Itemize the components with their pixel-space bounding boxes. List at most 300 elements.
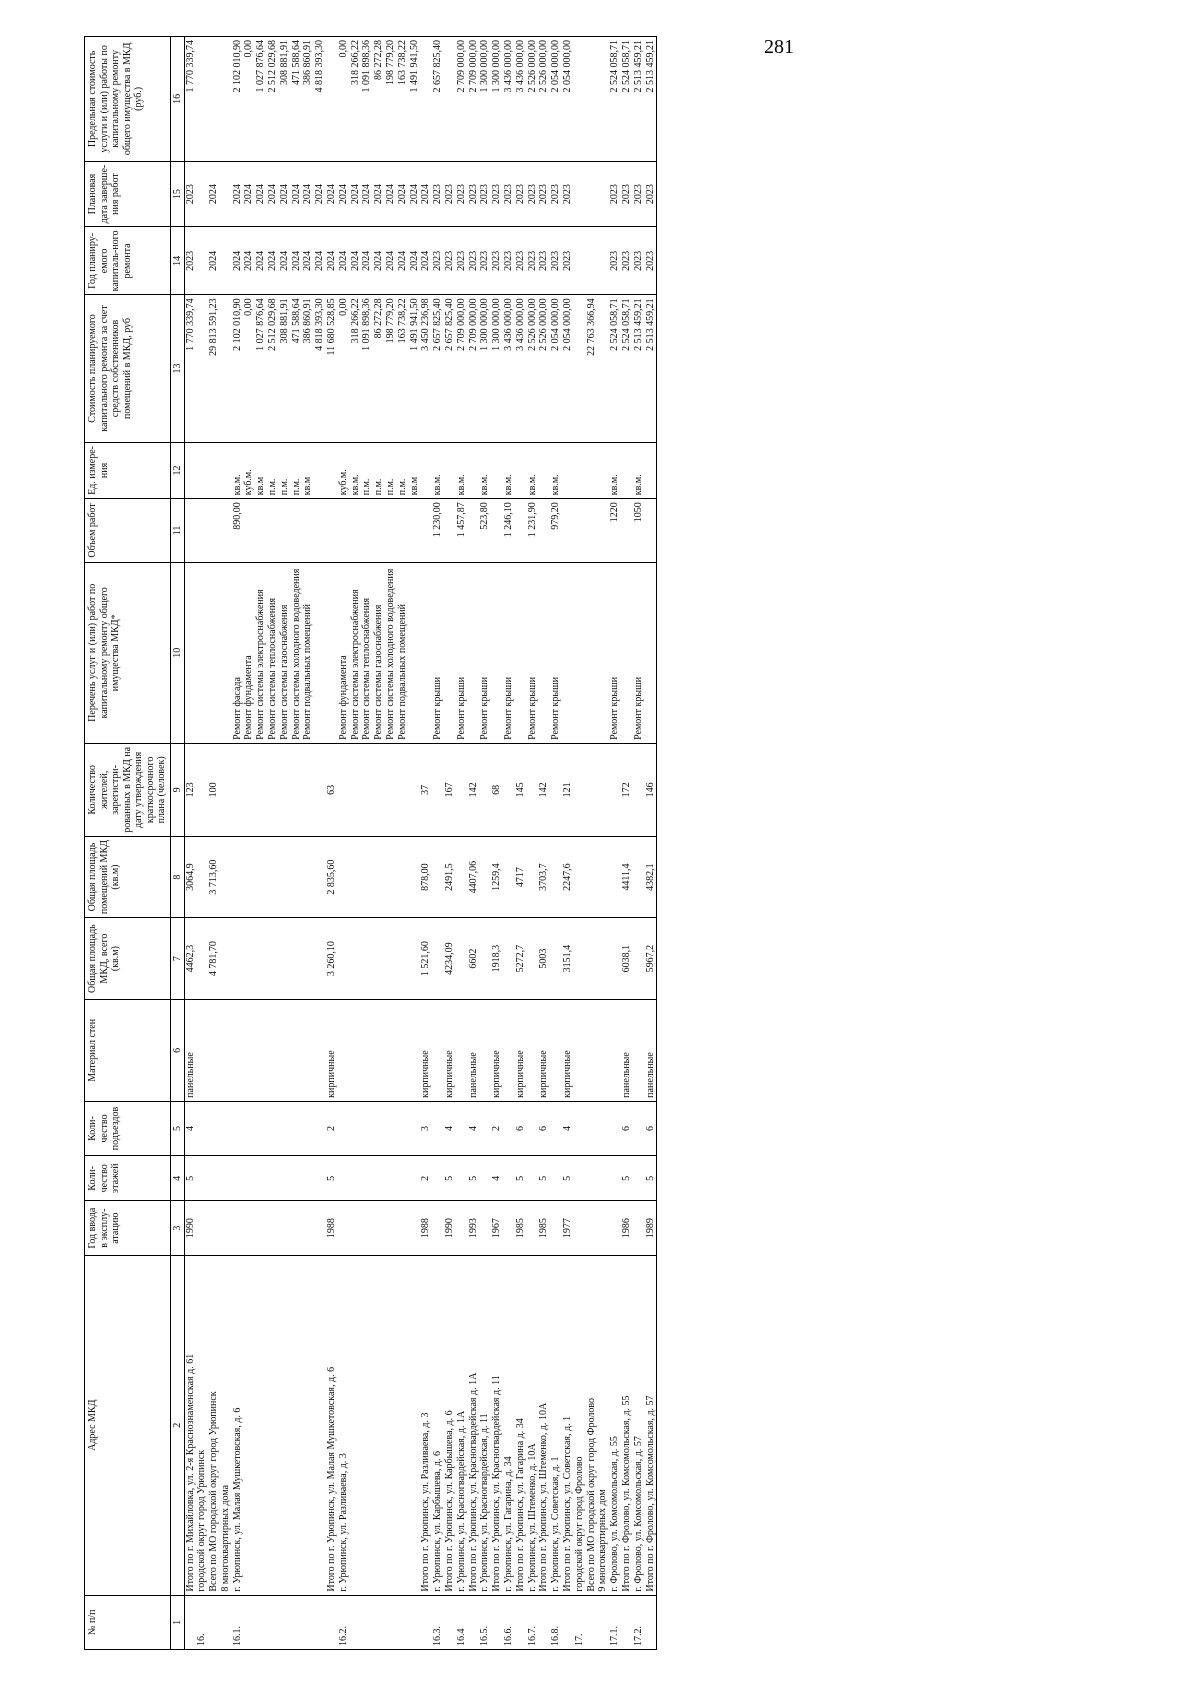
cell-line: 86 272,28 [373,298,385,339]
cell-line: 2024 [231,250,243,271]
table-cell: 5 [468,1156,480,1201]
table-cell [338,1201,421,1255]
table-cell: 4 781,70 [208,918,220,1000]
table-cell [586,836,598,918]
table-cell [479,1101,491,1155]
cell-line: 2024 [302,184,314,205]
cell-line: 318 266,22 [349,40,361,85]
table-cell [574,1156,586,1201]
table-cell: 4407,06 [468,836,480,918]
table-cell: 2023 [184,227,196,295]
column-number: 16 [170,37,184,162]
table-cell [208,1201,220,1255]
cell-line: п.м. [267,478,279,496]
table-cell [208,1101,220,1155]
table-cell [479,743,491,836]
table-cell [491,442,503,499]
table-cell: 2023 [633,161,645,227]
table-cell [220,161,232,227]
table-cell [586,918,598,1000]
header-cell: Материал стен [85,999,171,1101]
table-cell: 6 [621,1101,633,1155]
table-cell [326,562,338,743]
table-cell [220,999,232,1101]
cell-line: 198 779,20 [385,40,397,85]
table-cell: г. Урюпинск, ул. Карбышева, д. 6 [432,1255,444,1595]
column-number: 5 [170,1101,184,1155]
table-cell [208,562,220,743]
table-cell: Ремонт крыши [633,562,645,743]
table-cell [479,918,491,1000]
table-cell [208,37,220,162]
header-cell: Перечень услуг и (или) работ по капитальному ремонту общего имущества МКД* [85,562,171,743]
table-cell: 17.1. [609,1595,621,1649]
table-cell: 2023 [633,227,645,295]
table-cell [515,1595,527,1649]
cell-line: Ремонт системы теплоснабжения [267,597,279,740]
table-cell [597,1156,609,1201]
table-cell: 29 813 591,23 [208,295,220,442]
table-cell [633,743,645,836]
table-cell [232,562,326,743]
table-cell [621,562,633,743]
cell-line: 386 860,91 [302,40,314,85]
header-cell: Общая площадь МКД, всего (кв.м) [85,918,171,1000]
table-cell: Итого по г. Урюпинск, ул. Гагарина д. 34 [515,1255,527,1595]
table-cell [456,1101,468,1155]
table-cell: 68 [491,743,503,836]
table-cell: Итого по г. Урюпинск, ул. Штеменко, д. 10А [538,1255,550,1595]
cell-line: п.м. [373,478,385,496]
cell-line: 2024 [278,184,290,205]
table-cell: панельные [468,999,480,1101]
cell-line: Ремонт подвальных помещений [396,603,408,740]
table-row [456,37,468,1650]
table-cell [338,743,421,836]
table-cell: 2023 [515,161,527,227]
table-cell [515,499,527,562]
table-cell [468,442,480,499]
table-cell: 2023 [468,161,480,227]
table-cell [220,743,232,836]
table-cell: 2023 [621,227,633,295]
table-cell [208,999,220,1101]
cell-line: 1 027 876,64 [255,298,267,351]
table-cell: кирпичные [326,999,338,1101]
table-cell [597,918,609,1000]
table-cell [220,1595,232,1649]
table-cell: 16.4 [456,1595,468,1649]
table-cell [574,836,586,918]
table-cell: 3 260,10 [326,918,338,1000]
cell-line: 163 738,22 [396,298,408,344]
table-cell [586,499,598,562]
table-cell [432,1101,444,1155]
table-cell [491,499,503,562]
table-cell: Итого по г. Урюпинск, ул. Советская, д. 1 [562,1255,574,1595]
column-number: 4 [170,1156,184,1201]
cell-line: п.м. [278,478,290,496]
table-cell: 1 246,10 [503,499,515,562]
table-cell [550,1201,562,1255]
table-row [184,37,196,1650]
table-cell [184,1595,196,1649]
table-cell [586,442,598,499]
table-cell: 9 многоквартирных дом [597,1255,609,1595]
table-row [208,37,220,1650]
cell-line: 1 091 898,36 [361,298,373,351]
table-cell [479,1201,491,1255]
table-cell: 2023 [444,227,456,295]
table-cell: Всего по МО городской округ город Фролово [586,1255,598,1595]
cell-line: Ремонт системы теплоснабжения [361,597,373,740]
table-cell [184,442,196,499]
table-cell [432,743,444,836]
table-cell [527,999,539,1101]
cell-line: 318 266,22 [349,298,361,344]
table-cell: 2 709 000,00 [456,295,468,442]
cell-line: 2024 [385,184,397,205]
cell-line: 471 588,64 [290,298,302,344]
table-cell: 2023 [621,161,633,227]
table-cell: г. Фролово, ул. Комсомольская, д. 55 [609,1255,621,1595]
table-cell: городской округ город Фролово [574,1255,586,1595]
table-cell [232,836,326,918]
table-cell [220,499,232,562]
table-cell [220,562,232,743]
table-cell: 2023 [456,161,468,227]
table-cell [444,1595,456,1649]
table-cell: 1985 [515,1201,527,1255]
table-cell: 1259,4 [491,836,503,918]
cell-line: 2024 [361,184,373,205]
table-cell [550,1101,562,1155]
table-cell: 2247,6 [562,836,574,918]
table-cell [527,743,539,836]
table-cell [420,562,432,743]
cell-line: кв.м. [349,474,361,496]
table-cell: 2 526 000,00 [538,37,550,162]
table-cell [432,1156,444,1201]
table-cell: 3703,7 [538,836,550,918]
table-row [468,37,480,1650]
cell-line: Ремонт системы газоснабжения [278,604,290,740]
table-cell [550,1156,562,1201]
header-cell: Коли-чество подъездов [85,1101,171,1155]
table-cell [562,442,574,499]
table-cell: 16.8. [550,1595,562,1649]
table-cell: 11 680 528,85 [326,295,338,442]
cell-line: кв.м [255,476,267,496]
table-cell [444,37,456,162]
table-cell [633,918,645,1000]
table-cell [491,562,503,743]
table-cell: 5 [515,1156,527,1201]
cell-line: 308 881,91 [278,298,290,344]
table-cell: 16.3. [432,1595,444,1649]
cell-line: Ремонт системы холодного водоведения [290,568,302,740]
table-cell: 17.2. [633,1595,645,1649]
table-cell: г. Урюпинск, ул. Красногвардейская, д. 1А [456,1255,468,1595]
table-cell: 1990 [444,1201,456,1255]
table-cell: 4234,09 [444,918,456,1000]
table-cell: 2023 [479,161,491,227]
table-cell: 4411,4 [621,836,633,918]
table-cell [503,1156,515,1201]
table-cell: 2023 [609,161,621,227]
cell-line: 0,00 [243,40,255,58]
table-cell [232,295,326,442]
table-cell: 4 [468,1101,480,1155]
table-cell: 3 436 000,00 [503,295,515,442]
table-cell [574,562,586,743]
table-cell [338,999,421,1101]
cell-line: 4 818 393,30 [314,298,326,351]
table-cell: кв.м. [456,442,468,499]
cell-line: 163 738,22 [396,40,408,85]
cell-line: 2024 [373,184,385,205]
cell-line: 2024 [243,184,255,205]
cell-line: 1 091 898,36 [361,40,373,93]
table-cell: 145 [515,743,527,836]
table-cell: Ремонт крыши [456,562,468,743]
header-cell: Год планиру-емого капиталь-ного ремонта [85,227,171,295]
table-cell: 2 524 058,71 [609,295,621,442]
table-cell [586,743,598,836]
table-cell: 2023 [491,227,503,295]
table-cell: г. Урюпинск, ул. Советская, д. 1 [550,1255,562,1595]
cell-line: Ремонт фундамента [337,655,349,740]
table-cell: 5 [645,1156,657,1201]
table-cell: 2023 [527,227,539,295]
table-cell [220,836,232,918]
table-row [609,37,621,1650]
table-cell [432,1201,444,1255]
table-cell [420,1595,432,1649]
header-cell: Общая площадь помещений МКД (кв.м) [85,836,171,918]
table-cell [338,161,421,227]
table-cell [574,1201,586,1255]
table-cell [586,1101,598,1155]
table-cell [503,999,515,1101]
table-cell: 142 [468,743,480,836]
table-cell [196,918,208,1000]
table-cell [232,743,326,836]
table-cell [338,836,421,918]
cell-line: 2 102 010,90 [231,40,243,93]
table-cell: 1 300 000,00 [479,37,491,162]
table-cell [196,442,208,499]
cell-line: 386 860,91 [302,298,314,344]
table-cell: 2024 [208,161,220,227]
cell-line: 198 779,20 [385,298,397,344]
table-cell: 22 763 366,94 [586,295,598,442]
table-cell: 17. [574,1595,586,1649]
table-cell [633,1201,645,1255]
column-number: 2 [170,1255,184,1595]
table-cell [420,442,432,499]
table-cell: Итого по г. Урюпинск, ул. Красногвардейская д. 1А [468,1255,480,1595]
table-cell: кирпичные [444,999,456,1101]
cell-line: 2024 [267,184,279,205]
table-cell: 2 524 058,71 [621,295,633,442]
table-cell [208,499,220,562]
table-cell [338,227,421,295]
table-cell: 3064,9 [184,836,196,918]
table-cell: 2023 [491,161,503,227]
header-cell: Коли-чество этажей [85,1156,171,1201]
table-cell [645,442,657,499]
table-cell [597,743,609,836]
table-row [432,37,444,1650]
table-cell: 2023 [456,227,468,295]
table-cell: панельные [621,999,633,1101]
cell-line: 2024 [408,184,420,205]
table-cell: 2 526 000,00 [527,295,539,442]
table-cell [220,918,232,1000]
table-cell [633,1101,645,1155]
cell-line: 2024 [396,184,408,205]
table-cell: 2024 [420,227,432,295]
table-cell [220,295,232,442]
table-cell: 1 770 339,74 [184,295,196,442]
table-cell [538,562,550,743]
table-cell [196,1101,208,1155]
table-cell: 16. [196,1595,208,1649]
header-cell: Предельная стоимость услуги и (или) работы по капитальному ремонту общего имущества в МКД (руб.) [85,37,171,162]
table-cell [609,1201,621,1255]
table-cell: 2 513 459,21 [645,295,657,442]
table-cell [196,227,208,295]
table-cell [645,1595,657,1649]
cell-line: 2024 [278,250,290,271]
cell-line: Ремонт подвальных помещений [302,603,314,740]
table-cell [338,499,421,562]
table-cell [609,743,621,836]
table-cell: 1 457,87 [456,499,468,562]
table-row [338,37,421,1650]
table-cell [479,999,491,1101]
table-cell: городской округ город Урюпинск [196,1255,208,1595]
cell-line: 471 588,64 [290,40,302,85]
table-cell: 16.2. [338,1595,421,1649]
table-cell [597,999,609,1101]
table-cell [550,999,562,1101]
table-cell: 2023 [562,227,574,295]
table-cell: 1967 [491,1201,503,1255]
table-cell: 2 513 459,21 [633,37,645,162]
table-cell [208,1156,220,1201]
table-cell [444,562,456,743]
table-cell [326,499,338,562]
table-cell: 2023 [527,161,539,227]
table-cell [586,161,598,227]
table-cell: 6 [538,1101,550,1155]
cell-line: 0,00 [337,40,349,58]
table-cell [538,442,550,499]
table-cell: 1918,3 [491,918,503,1000]
column-number: 8 [170,836,184,918]
cell-line: 2024 [255,184,267,205]
table-cell [527,1101,539,1155]
table-cell: 1 770 339,74 [184,37,196,162]
cell-line: куб.м. [243,469,255,496]
table-cell: кв.м. [503,442,515,499]
table-cell [597,227,609,295]
table-cell: 2023 [503,161,515,227]
table-cell: 2 513 459,21 [645,37,657,162]
table-cell [597,499,609,562]
cell-line: Ремонт системы электроснабжения [255,589,267,740]
table-cell: 142 [538,743,550,836]
table-cell: 5 [326,1156,338,1201]
cell-line: 2024 [302,250,314,271]
table-cell [562,499,574,562]
table-cell [196,499,208,562]
table-cell [196,37,208,162]
table-cell [562,562,574,743]
table-cell: 2023 [538,227,550,295]
table-cell: Итого по г. Урюпинск, ул. Разливаева, д. 3 [420,1255,432,1595]
table-cell: 1988 [420,1201,432,1255]
table-cell: 1 521,60 [420,918,432,1000]
table-cell [503,1101,515,1155]
table-cell [574,918,586,1000]
table-cell: 63 [326,743,338,836]
cell-line: Ремонт фундамента [243,655,255,740]
table-cell [586,1201,598,1255]
cell-line: Ремонт системы газоснабжения [373,604,385,740]
column-number: 11 [170,499,184,562]
table-cell [586,227,598,295]
table-cell: г. Урюпинск, ул. Гагарина, д. 34 [503,1255,515,1595]
table-cell: 4462,3 [184,918,196,1000]
table-cell [586,999,598,1101]
table-cell: 2023 [550,161,562,227]
table-cell: 3 436 000,00 [515,295,527,442]
table-cell [196,999,208,1101]
table-cell [574,1101,586,1155]
table-cell: 4 [444,1101,456,1155]
rotated-page [84,36,1200,1650]
table-cell [527,1201,539,1255]
table-cell: 2024 [326,227,338,295]
table-row [574,37,586,1650]
table-cell [574,227,586,295]
table-cell: 6602 [468,918,480,1000]
table-cell [586,1156,598,1201]
cell-line: 0,00 [243,298,255,316]
table-cell: кирпичные [562,999,574,1101]
table-cell: 1 300 000,00 [491,37,503,162]
table-cell: Итого по г. Урюпинск, ул. Карбышева, д. 6 [444,1255,456,1595]
table-cell: 16.1. [232,1595,326,1649]
table-cell: Всего по МО городской округ город Урюпинск [208,1255,220,1595]
cell-line: 2024 [408,250,420,271]
table-cell [456,918,468,1000]
page-number: 281 [764,36,794,58]
table-cell: 2 [420,1156,432,1201]
column-number-row [170,37,184,1650]
cell-line: 4 818 393,30 [314,40,326,93]
table-cell [527,1156,539,1201]
table-cell [420,37,432,162]
table-cell: кирпичные [515,999,527,1101]
table-cell [232,161,326,227]
table-cell: 5003 [538,918,550,1000]
table-cell: Ремонт крыши [550,562,562,743]
cell-line: 2024 [361,250,373,271]
